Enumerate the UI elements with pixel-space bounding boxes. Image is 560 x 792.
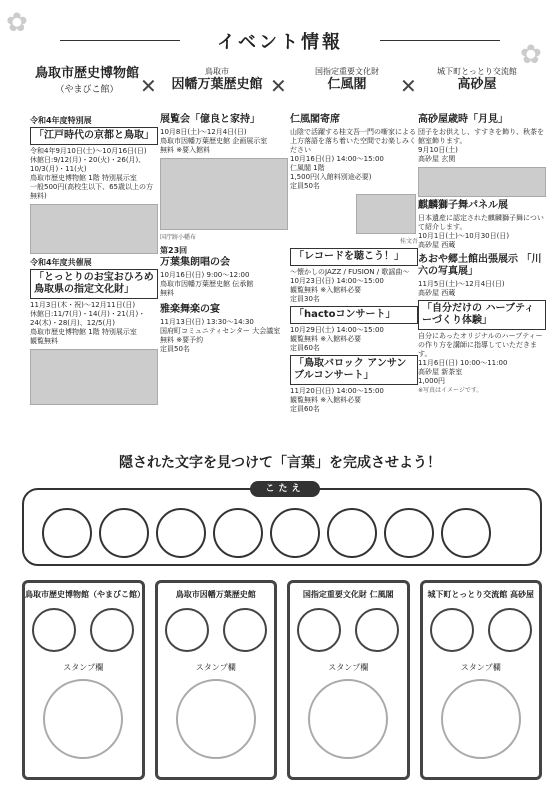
stamp-card: 鳥取市歴史博物館（やまびこ館） スタンプ欄 <box>22 580 145 780</box>
letter-circle[interactable] <box>355 608 399 652</box>
column-manyo-museum: 展覧会「億良と家持」 10月8日(土)～12月4日(日) 鳥取市因幡万葉歴史館 企画展示室 無料 ※要入館料 国庁跡小幡布 第23回 万葉集朗唱の会 10月16日(日) 9:00～12:00 鳥取市因幡万葉歴史館 伝承館 無料 雅楽舞楽の宴 11月13日(日) 13:30～14:30 国府町コミュニティセンター 大会議室 無料 ※要予約 定員50名 <box>160 112 288 354</box>
event-title: 「自分だけの ハーブティーづくり体験」 <box>418 300 546 330</box>
cross-icon: ✕ <box>140 74 157 98</box>
letter-circle[interactable] <box>165 608 209 652</box>
stamp-card: 国指定重要文化財 仁風閣 スタンプ欄 <box>287 580 410 780</box>
letter-circle[interactable] <box>430 608 474 652</box>
event-title: 「hactoコンサート」 <box>290 306 418 324</box>
answer-circle[interactable] <box>42 508 92 558</box>
event-title: 雅楽舞楽の宴 <box>160 304 220 315</box>
answer-circle[interactable] <box>327 508 377 558</box>
stamp-area[interactable] <box>441 679 521 759</box>
event-title: 展覧会「億良と家持」 <box>160 114 260 125</box>
quiz-title: 隠された文字を見つけて「言葉」を完成させよう！ <box>119 455 441 471</box>
venue-4: 城下町とっとり交流館 高砂屋 <box>437 67 517 92</box>
venue-1: 鳥取市歴史博物館 （やまびこ館） <box>34 66 139 95</box>
page-title: イベント情報 <box>211 28 349 54</box>
event-photo <box>30 204 158 254</box>
cross-icon: ✕ <box>400 74 417 98</box>
column-takasagoya: 高砂屋歳時「月見」 団子をお供えし、すすきを飾り、秋茶を館室飾ります。 9月10日(土) 高砂屋 玄関 麒麟獅子舞パネル展 日本遺産に認定された麒麟獅子舞について紹介します。 10月1日(土)～10月30日(日) 高砂屋 西蔵 あおや郷土館出張展示 「川六の写真展」 11月5日(土)～12月4日(日) 高砂屋 西蔵 「自分だけの ハーブティーづくり体験」 自分にあったオリジナルのハーブティーの作り方を講師に指導していただきます。 11月6日(日) 10:00～11:00 高砂屋 新茶室 1,000円 ※写真はイメージです。 <box>418 114 545 394</box>
column-jinpukaku: 仁風閣寄席 山陰で活躍する桂文吾一門の噺家による上方落語を落ち着いた空間でお楽しみください 10月16日(日) 14:00～15:00 仁風閣 1階 1,500円(入館料別途必要) 定員50名 桂文吾 「レコードを聴こう！」 ～懐かしのJAZZ / FUSION / 歌謡曲～ 10月23日(日) 14:00～15:00 観覧無料 ※入館料必要 定員30名 「hactoコンサート」 10月29日(土) 14:00～15:00 観覧無料 ※入館料必要 定員60名 「鳥取バロック アンサンブルコンサート」 11月20日(日) 14:00～15:00 観覧無料 ※入館料必要 定員60名 <box>290 114 418 413</box>
event-photo <box>418 167 546 197</box>
event-title: 高砂屋歳時「月見」 <box>418 114 508 125</box>
event-photo <box>160 158 288 230</box>
event-title: 「とっとりのお宝おひろめ 鳥取県の指定文化財」 <box>30 269 158 299</box>
event-title: 麒麟獅子舞パネル展 <box>418 200 508 211</box>
venue-list <box>22 66 542 106</box>
maple-leaf-icon: ✿ <box>520 40 542 70</box>
event-title: 「江戸時代の京都と鳥取」 <box>30 127 158 145</box>
stamp-card: 城下町とっとり交流館 高砂屋 スタンプ欄 <box>420 580 543 780</box>
answer-circle[interactable] <box>384 508 434 558</box>
venue-2: 鳥取市 因幡万葉歴史館 <box>171 67 263 92</box>
stamp-area[interactable] <box>43 679 123 759</box>
answer-circle[interactable] <box>156 508 206 558</box>
event-photo <box>30 349 158 405</box>
section-header <box>0 28 560 54</box>
answer-circles <box>42 508 491 558</box>
answer-label: こたえ <box>250 481 320 497</box>
stamp-cards <box>22 580 542 780</box>
answer-box <box>22 484 542 566</box>
answer-circle[interactable] <box>270 508 320 558</box>
answer-circle[interactable] <box>99 508 149 558</box>
event-title: あおや郷土館出張展示 「川六の写真展」 <box>418 254 542 277</box>
event-title: 仁風閣寄席 <box>290 114 340 125</box>
letter-circle[interactable] <box>488 608 532 652</box>
column-history-museum: 令和4年度特別展 「江戸時代の京都と鳥取」 令和4年9月10日(土)～10月16日(日) 休館日:9/12(月)・20(火)・26(月)、10/3(月)・11(火) 鳥取市歴史博物館 1階 特別展示室 一般500円(高校生以下、65歳以上の方 無料) 令和4年度共催展 「とっとりのお宝おひろめ 鳥取県の指定文化財」 11月3日(木・祝)～12月11日(日) 休館日:11/7(月)・14(月)・21(月)・24(木)・28(月)、12/5(月) 鳥取市歴史博物館 1階 特別展示室 観覧無料 <box>30 112 158 408</box>
event-title: 「鳥取バロック アンサンブルコンサート」 <box>290 355 418 385</box>
letter-circle[interactable] <box>223 608 267 652</box>
stamp-card: 鳥取市因幡万葉歴史館 スタンプ欄 <box>155 580 278 780</box>
cross-icon: ✕ <box>270 74 287 98</box>
answer-circle[interactable] <box>213 508 263 558</box>
event-title: 「レコードを聴こう！」 <box>290 248 418 266</box>
letter-circle[interactable] <box>32 608 76 652</box>
stamp-area[interactable] <box>176 679 256 759</box>
venue-3: 国指定重要文化財 仁風閣 <box>315 67 379 92</box>
letter-circle[interactable] <box>90 608 134 652</box>
performer-photo <box>356 194 416 234</box>
maple-leaf-icon: ✿ <box>6 8 28 38</box>
letter-circle[interactable] <box>297 608 341 652</box>
stamp-area[interactable] <box>308 679 388 759</box>
event-title: 万葉集朗唱の会 <box>160 257 230 268</box>
answer-circle[interactable] <box>441 508 491 558</box>
